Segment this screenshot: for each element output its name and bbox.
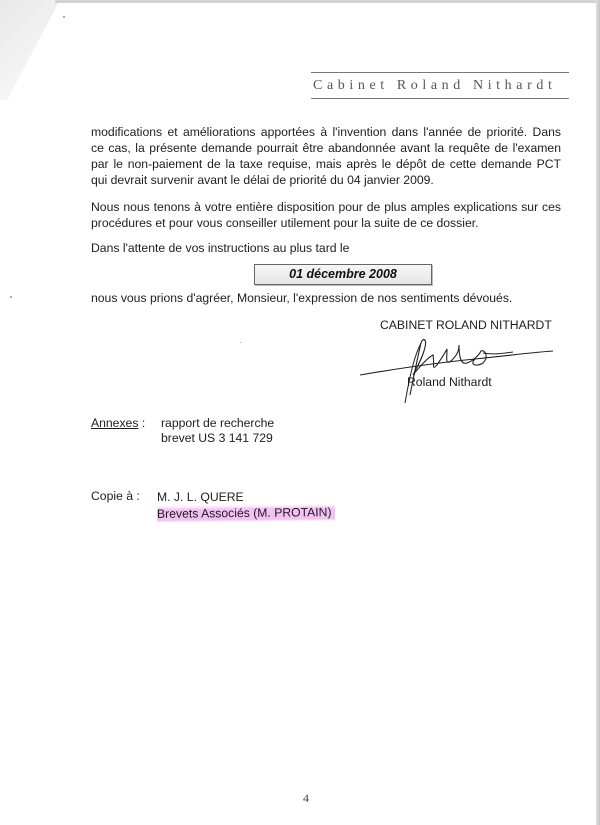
handwritten-signature	[355, 335, 555, 405]
firm-name: Cabinet Roland Nithardt	[313, 78, 557, 93]
copy-recipients	[157, 489, 335, 522]
paragraph-line: Nous nous tenons à votre entière disposition pour de plus amples explications sur ces	[91, 200, 561, 214]
paragraph-instructions	[91, 240, 561, 256]
scan-speck	[10, 296, 12, 298]
annexes-label-separator: :	[138, 416, 146, 430]
paragraph-priority	[91, 124, 561, 188]
scan-speck	[63, 16, 65, 18]
scan-speck	[240, 342, 241, 343]
annex-item: brevet US 3 141 729	[161, 431, 273, 445]
page-top-edge	[55, 0, 600, 3]
closing-formula: nous vous prions d'agréer, Monsieur, l'expression de nos sentiments dévoués.	[91, 291, 513, 305]
paragraph-line: qui devrait survenir avant le délai de priorité du 04 janvier 2009.	[91, 173, 434, 187]
annexes-label-text: Annexes	[91, 416, 139, 430]
signature-company: CABINET ROLAND NITHARDT	[380, 318, 552, 332]
letterhead-rule-bottom	[311, 98, 569, 99]
letterhead	[311, 72, 569, 98]
paragraph-line: procédures et pour vous conseiller utilement pour la suite de ce dossier.	[91, 216, 479, 230]
paragraph-line: modifications et améliorations apportées à l'invention dans l'année de priorité. Dans	[91, 125, 561, 139]
folded-corner	[0, 0, 60, 100]
page-right-edge	[596, 0, 600, 825]
letterhead-rule-top	[311, 72, 569, 73]
deadline-date-box: 01 décembre 2008	[254, 264, 432, 285]
annexes-list	[161, 416, 274, 446]
paragraph-disposition	[91, 199, 561, 231]
annexes-label	[91, 416, 145, 430]
copy-label: Copie à :	[91, 489, 140, 503]
copy-recipient: M. J. L. QUERE	[157, 490, 244, 504]
paragraph-line: par le non-paiement de la taxe requise, mais après le dépôt de cette demande PCT	[91, 157, 561, 171]
page-number: 4	[303, 791, 309, 805]
annex-item: rapport de recherche	[161, 416, 275, 430]
paragraph-line: Dans l'attente de vos instructions au plus tard le	[91, 241, 350, 255]
copy-recipient-highlighted: Brevets Associés (M. PROTAIN)	[157, 504, 335, 523]
signatory-name: Roland Nithardt	[407, 375, 492, 389]
paragraph-line: ce cas, la présente demande pourrait être abandonnée avant la requête de l'examen	[91, 141, 561, 155]
